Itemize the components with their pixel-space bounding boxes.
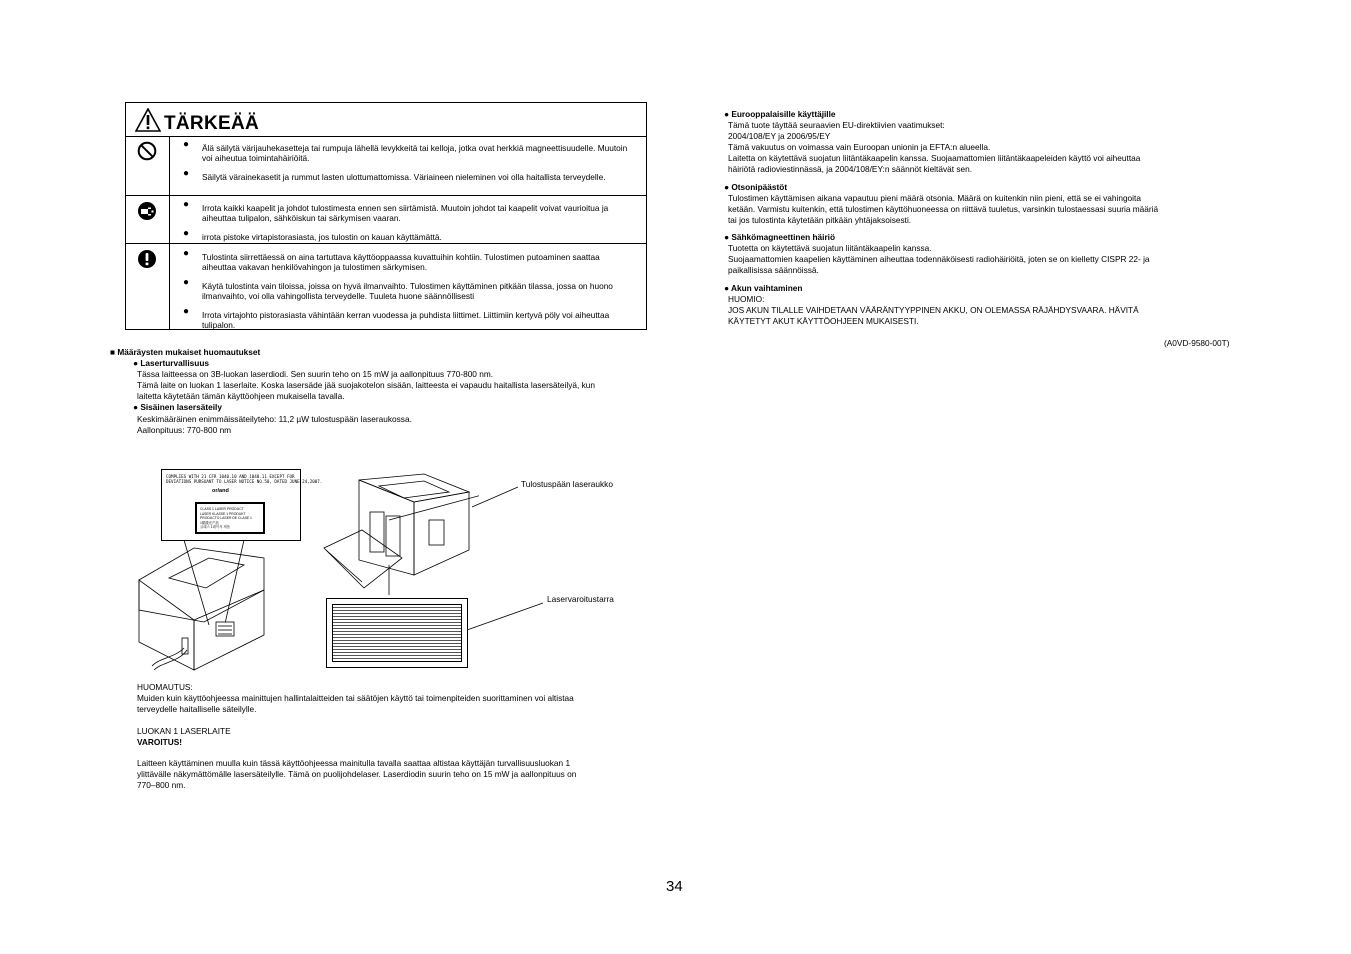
laser-safety-text: laitetta käytetään tämän käyttöohjeen mukaisella tavalla. — [137, 391, 345, 401]
internal-laser-text: Keskimääräinen enimmäissäteilyteho: 11,2 µW tulostuspään laseraukossa. — [137, 414, 412, 424]
warning-text: Laitteen käyttäminen muulla kuin tässä käyttöohjeessa mainitulla tavalla saattaa altistaa käyttäjän turvallisuusluokan 1 — [137, 758, 571, 768]
warning-text: 770–800 nm. — [137, 780, 186, 790]
bullet: ● — [183, 168, 190, 179]
compliance-text: COMPLIES WITH 21 CFR 1040.10 AND 1040.11 EXCEPT FOR — [166, 474, 295, 479]
class-label-text: 클래스 1레이저 제품 — [200, 525, 230, 529]
warning-title: TÄRKEÄÄ — [164, 113, 259, 134]
warning-header — [126, 103, 646, 137]
emi-text: Suojaamattomien kaapelien käyttäminen aiheuttaa todennäköisesti radiohäiriöitä, joten se on kielletty CISPR 22- ja — [728, 254, 1150, 264]
laser-safety-text: Tämä laite on luokan 1 laserlaite. Koska lasersäde jää suojakotelon sisään, laitteesta ei vapaudu haitallista lasersäteilyä, kun — [137, 380, 595, 390]
warning-table — [125, 102, 647, 330]
eu-heading: ● Eurooppalaisille käyttäjille — [724, 109, 836, 119]
laser-safety-text: Tässa laitteessa on 3B-luokan laserdiodi. Sen suurin teho on 15 mW ja aallonpituus 770-800 nm. — [137, 369, 494, 379]
eu-text: Tämä tuote täyttää seuraavien EU-direktiivien vaatimukset: — [728, 120, 945, 130]
eu-text: Laitetta on käytettävä suojatun liitäntäkaapelin kanssa. Suojaamattomien liitäntäkaapeleiden käyttö voi aiheuttaa — [728, 153, 1141, 163]
eu-text: häiriötä radioviestinnässä, ja 2004/108/EY:n säännöt kieltävät sen. — [728, 164, 972, 174]
class1-label: LUOKAN 1 LASERLAITE — [137, 726, 231, 736]
warning-row-3 — [126, 243, 646, 330]
eu-text: Tämä vakuutus on voimassa vain Euroopan unionin ja EFTA:n alueella. — [728, 142, 991, 152]
warning-item: irrota pistoke virtapistorasiasta, jos tulostin on kauan käyttämättä. — [202, 232, 442, 242]
ozone-heading: ● Otsonipäästöt — [724, 182, 788, 192]
emi-text: paikallisissa säännöissä. — [728, 265, 819, 275]
label-printhead-aperture: Tulostuspään laseraukko — [521, 479, 613, 489]
page-number: 34 — [666, 878, 683, 895]
note-text: terveydelle haitalliselle säteilylle. — [137, 704, 257, 714]
label-warning-sticker: Laservaroitustarra — [547, 594, 614, 604]
class-label-text: CLASS 1 LASER PRODUCT — [200, 507, 244, 511]
warning-row-1 — [126, 136, 646, 195]
emi-heading: ● Sähkömagneettinen häiriö — [724, 232, 836, 242]
ozone-text: Tulostimen käyttämisen aikana vapautuu pieni määrä otsonia. Määrä on kuitenkin niin pieni, että se ei vahingoita — [728, 193, 1141, 203]
class-label-text: LASER KLASSE 1 PRODUKT — [200, 511, 246, 516]
compliance-text: DEVIATIONS PURSUANT TO LASER NOTICE NO.50, DATED JUNE 24,2007. — [166, 479, 323, 484]
prohibition-icon — [137, 141, 157, 161]
battery-text: KÄYTETYT AKUT KÄYTTÖOHJEEN MUKAISESTI. — [728, 316, 919, 326]
bullet: ● — [183, 228, 190, 239]
internal-laser-text: Aallonpituus: 770-800 nm — [137, 425, 232, 435]
pointer-line — [465, 600, 545, 635]
regulatory-heading: ■ Määräysten mukaiset huomautukset — [110, 347, 261, 357]
internal-laser-heading: ● Sisäinen lasersäteily — [133, 402, 222, 412]
warning-text: ylittävälle näkymättömälle lasersäteilylle. Tämä on puolijohdelaser. Laserdiodin suurin teho on 15 mW ja aallonpituus on — [137, 769, 577, 779]
compliance-or: or/and — [212, 488, 229, 494]
ozone-text: ketään. Varmistu kuitenkin, että tulostimen käyttöhuoneessa on riittävä tuuletus, varsinkin tulostaessasi suuria määriä — [728, 204, 1159, 214]
varoitus-label: VAROITUS! — [137, 737, 183, 747]
warning-triangle-icon — [135, 108, 161, 132]
document-code: (A0VD-9580-00T) — [1164, 338, 1230, 348]
emi-text: Tuotetta on käytettävä suojatun liitäntäkaapelin kanssa. — [728, 243, 932, 253]
battery-text: HUOMIO: — [728, 294, 765, 304]
warning-item: Tulostinta siirrettäessä on aina tartuttava käyttöoppaassa kuvattuihin kohtiin. Tulostimen putoaminen saattaa aiheuttaa vakavan henkilövahingon ja tulostimen särkymisen. — [202, 252, 600, 273]
laser-safety-heading: ● Laserturvallisuus — [133, 358, 210, 368]
note-text: Muiden kuin käyttöohjeessa mainittujen hallintalaitteiden tai säätöjen käyttö tai toimenpiteiden suorittaminen voi altistaa — [137, 693, 574, 703]
battery-heading: ● Akun vaihtaminen — [724, 283, 803, 293]
exclamation-icon — [137, 249, 157, 269]
warning-item: Älä säilytä värijauhekasetteja tai rumpuja lähellä levykkeitä tai kelloja, jotka ovat herkkiä magneettisuudelle. Muutoin voi aiheutua toimintahäiriöitä. — [202, 143, 628, 164]
battery-text: JOS AKUN TILALLE VAIHDETAAN VÄÄRÄNTYYPPINEN AKKU, ON OLEMASSA RÄJÄHDYSVAARA. HÄVITÄ — [728, 305, 1139, 315]
laser-warning-sticker — [326, 598, 468, 668]
class-label-text: PRODUCTO LASER DE CLASE 1 — [200, 516, 252, 520]
warning-item: Säilytä värainekasetit ja rummut lasten ulottumattomissa. Väriaineen nieleminen voi olla haitallista terveydelle. — [202, 172, 606, 182]
class-label-text: 1類激光产品 — [200, 520, 219, 525]
warning-item: Irrota virtajohto pistorasiasta vähintään kerran vuodessa ja puhdista liittimet. Liittimiin kertyvä pöly voi aiheuttaa tulipalon. — [202, 310, 610, 331]
bullet: ● — [183, 306, 190, 317]
warning-row-2 — [126, 195, 646, 244]
note-heading: HUOMAUTUS: — [137, 682, 193, 692]
eu-text: 2004/108/EY ja 2006/95/EY — [728, 131, 831, 141]
warning-item: Irrota kaikki kaapelit ja johdot tulostimesta ennen sen siirtämistä. Muutoin johdot tai kaapelit voivat vaurioitua ja aiheuttaa tulipalon, sähköiskun tai särkymisen vaaran. — [202, 203, 609, 224]
bullet: ● — [183, 277, 190, 288]
warning-item: Käytä tulostinta vain tiloissa, joissa on hyvä ilmanvaihto. Tulostimen käyttäminen pitkään tilassa, jossa on huono ilmanvaihto, voi olla vahingollista terveydelle. Tuuleta huone säännöllisesti — [202, 281, 613, 302]
bullet: ● — [183, 199, 190, 210]
laser-warning-text-block — [332, 604, 462, 662]
bullet: ● — [183, 139, 190, 150]
bullet: ● — [183, 248, 190, 259]
pointer-line — [470, 485, 520, 510]
unplug-icon — [137, 201, 157, 221]
ozone-text: tai jos tulostinta käytetään pitkään yhtäjaksoisesti. — [728, 215, 912, 225]
